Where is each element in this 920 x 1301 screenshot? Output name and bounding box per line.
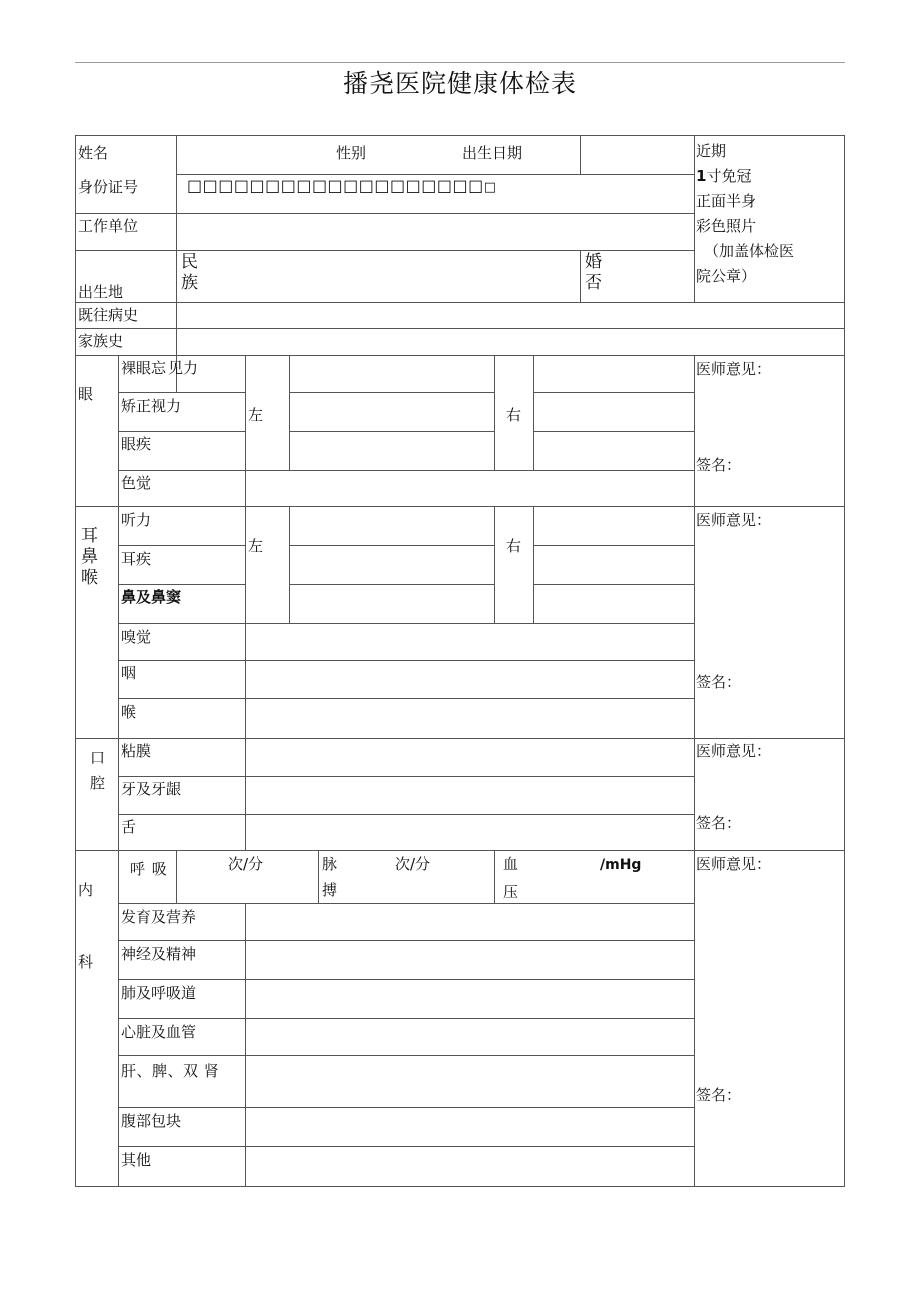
internal-section-char-2: 科 xyxy=(78,953,94,971)
photo-size-text: 寸免冠 xyxy=(706,167,752,185)
internal-signature: 签名： xyxy=(696,1086,742,1104)
grid-line xyxy=(118,903,694,904)
grid-line xyxy=(118,660,694,661)
grid-line xyxy=(245,355,246,506)
grid-line xyxy=(118,940,694,941)
photo-note-line6: 院公章） xyxy=(696,267,757,285)
respiration-label: 呼 吸 xyxy=(130,860,168,878)
photo-note-line3: 正面半身 xyxy=(696,192,757,210)
grid-line xyxy=(75,850,845,851)
grid-line xyxy=(494,850,495,903)
eye-section-label: 眼 xyxy=(78,385,94,403)
grid-line xyxy=(494,506,495,623)
blood-pressure-label-char-1: 血 xyxy=(503,855,519,873)
grid-line xyxy=(118,470,694,471)
grid-line xyxy=(245,506,246,738)
table-border-top xyxy=(75,135,845,136)
photo-note-line2 xyxy=(696,166,751,186)
internal-doctor-opinion: 医师意见： xyxy=(696,855,772,873)
marriage-char-2: 否 xyxy=(585,273,602,293)
family-history-label: 家族史 xyxy=(78,332,124,350)
blood-pressure-label-char-2: 压 xyxy=(503,883,519,901)
grid-line xyxy=(289,355,290,470)
ent-section-label xyxy=(81,526,98,589)
birthplace-label: 出生地 xyxy=(78,283,124,301)
ear-disease-label: 耳疾 xyxy=(121,550,152,568)
lung-respiratory-label: 肺及呼吸道 xyxy=(121,984,197,1002)
grid-line xyxy=(580,135,581,174)
naked-vision-label xyxy=(121,358,198,378)
grid-line xyxy=(318,850,319,903)
grid-line xyxy=(75,213,694,214)
ent-char-3: 喉 xyxy=(81,568,98,588)
ent-left-label: 左 xyxy=(248,537,264,555)
ent-char-1: 耳 xyxy=(81,526,98,546)
grid-line xyxy=(694,506,695,738)
grid-line xyxy=(118,1146,694,1147)
grid-line xyxy=(245,738,246,850)
grid-line xyxy=(176,174,694,175)
grid-line xyxy=(694,135,695,302)
id-boxes: □□□□□□□□□□□□□□□□□□□ xyxy=(187,176,484,195)
respiration-unit: 次/分 xyxy=(228,855,264,873)
grid-line xyxy=(494,355,495,470)
corrected-vision-label: 矫正视力 xyxy=(121,397,182,415)
grid-line xyxy=(118,698,694,699)
heart-vessel-label: 心脏及血管 xyxy=(121,1023,197,1041)
ent-right-label: 右 xyxy=(506,537,522,555)
nutrition-label: 发育及营养 xyxy=(121,908,197,926)
grid-line xyxy=(118,623,694,624)
eye-doctor-opinion: 医师意见： xyxy=(696,360,772,378)
grid-line xyxy=(75,506,845,507)
ethnicity-label xyxy=(181,252,198,294)
grid-line xyxy=(118,738,119,850)
eye-right-label: 右 xyxy=(506,406,522,424)
color-vision-label: 色觉 xyxy=(121,474,152,492)
pulse-unit: 次/分 xyxy=(395,855,431,873)
grid-line xyxy=(118,1107,694,1108)
ent-doctor-opinion: 医师意见： xyxy=(696,511,772,529)
table-border-bottom xyxy=(75,1186,845,1187)
photo-size-number: 1 xyxy=(696,167,707,185)
name-label: 姓名 xyxy=(78,144,109,162)
marriage-label xyxy=(585,252,602,294)
grid-line xyxy=(289,584,494,585)
id-number-label: 身份证号 xyxy=(78,178,139,196)
grid-line xyxy=(533,506,534,623)
naked-vision-label-part2: 见力 xyxy=(168,359,199,377)
ethnicity-char-1: 民 xyxy=(181,252,198,272)
grid-line xyxy=(289,392,494,393)
photo-note-line5: （加盖体检医 xyxy=(704,242,795,260)
work-unit-label: 工作单位 xyxy=(78,217,139,235)
abdominal-mass-label: 腹部包块 xyxy=(121,1112,182,1130)
grid-line xyxy=(533,392,694,393)
grid-line xyxy=(118,584,245,585)
grid-line xyxy=(118,979,694,980)
eye-disease-label: 眼疾 xyxy=(121,435,152,453)
eye-left-label: 左 xyxy=(248,406,264,424)
grid-line xyxy=(75,738,845,739)
table-border-right xyxy=(844,135,845,1187)
id-number-boxes[interactable] xyxy=(187,176,497,198)
mouth-signature: 签名： xyxy=(696,814,742,832)
grid-line xyxy=(289,506,290,623)
mucosa-label: 粘膜 xyxy=(121,742,152,760)
ent-char-2: 鼻 xyxy=(81,547,98,567)
mouth-char-2: 腔 xyxy=(90,774,106,792)
photo-note-line4: 彩色照片 xyxy=(696,217,757,235)
blood-pressure-unit: /mHg xyxy=(600,857,642,873)
grid-line xyxy=(118,506,119,738)
grid-line xyxy=(75,302,845,303)
eye-signature: 签名： xyxy=(696,456,742,474)
smell-label: 嗅觉 xyxy=(121,628,152,646)
ethnicity-char-2: 族 xyxy=(181,273,198,293)
grid-line xyxy=(118,545,245,546)
grid-line xyxy=(533,355,534,470)
grid-line xyxy=(176,850,177,903)
internal-section-char-1: 内 xyxy=(78,881,94,899)
grid-line xyxy=(118,392,245,393)
grid-line xyxy=(75,355,845,356)
grid-line xyxy=(694,355,695,506)
liver-spleen-kidney-label: 肝、脾、双 肾 xyxy=(121,1062,220,1080)
grid-line xyxy=(694,850,695,1186)
hearing-label: 听力 xyxy=(121,511,152,529)
grid-line xyxy=(118,776,694,777)
grid-line xyxy=(245,903,246,1186)
grid-line xyxy=(75,250,694,251)
larynx-label: 喉 xyxy=(121,703,137,721)
nose-sinus-label: 鼻及鼻窦 xyxy=(121,588,182,606)
mouth-section-label xyxy=(90,746,105,796)
birthdate-label: 出生日期 xyxy=(462,144,523,162)
ent-signature: 签名： xyxy=(696,673,742,691)
grid-line xyxy=(533,545,694,546)
grid-line xyxy=(75,328,845,329)
table-border-left xyxy=(75,135,76,1187)
pulse-label-char-1: 脉 xyxy=(322,855,338,873)
photo-note-line1: 近期 xyxy=(696,142,727,160)
grid-line xyxy=(118,1018,694,1019)
grid-line xyxy=(176,135,177,355)
mouth-char-1: 口 xyxy=(90,749,106,767)
neuro-mental-label: 神经及精神 xyxy=(121,945,197,963)
tongue-label: 舌 xyxy=(121,818,137,836)
grid-line xyxy=(118,814,694,815)
page-title: 播尧医院健康体检表 xyxy=(342,69,577,98)
grid-line xyxy=(533,431,694,432)
grid-line xyxy=(289,545,494,546)
medical-history-label: 既往病史 xyxy=(78,306,139,324)
grid-line xyxy=(118,431,245,432)
grid-line xyxy=(580,250,581,302)
grid-line xyxy=(289,431,494,432)
mouth-doctor-opinion: 医师意见： xyxy=(696,742,772,760)
grid-line xyxy=(694,738,695,850)
teeth-gums-label: 牙及牙龈 xyxy=(121,780,182,798)
gender-label: 性别 xyxy=(336,144,367,162)
pharynx-label: 咽 xyxy=(121,664,137,682)
pulse-label-char-2: 搏 xyxy=(322,881,338,899)
naked-vision-label-part1: 裸眼忘 xyxy=(121,359,167,377)
grid-line xyxy=(118,1055,694,1056)
id-last-box: □ xyxy=(483,180,497,195)
marriage-char-1: 婚 xyxy=(585,252,602,272)
other-label: 其他 xyxy=(121,1151,152,1169)
grid-line xyxy=(533,584,694,585)
